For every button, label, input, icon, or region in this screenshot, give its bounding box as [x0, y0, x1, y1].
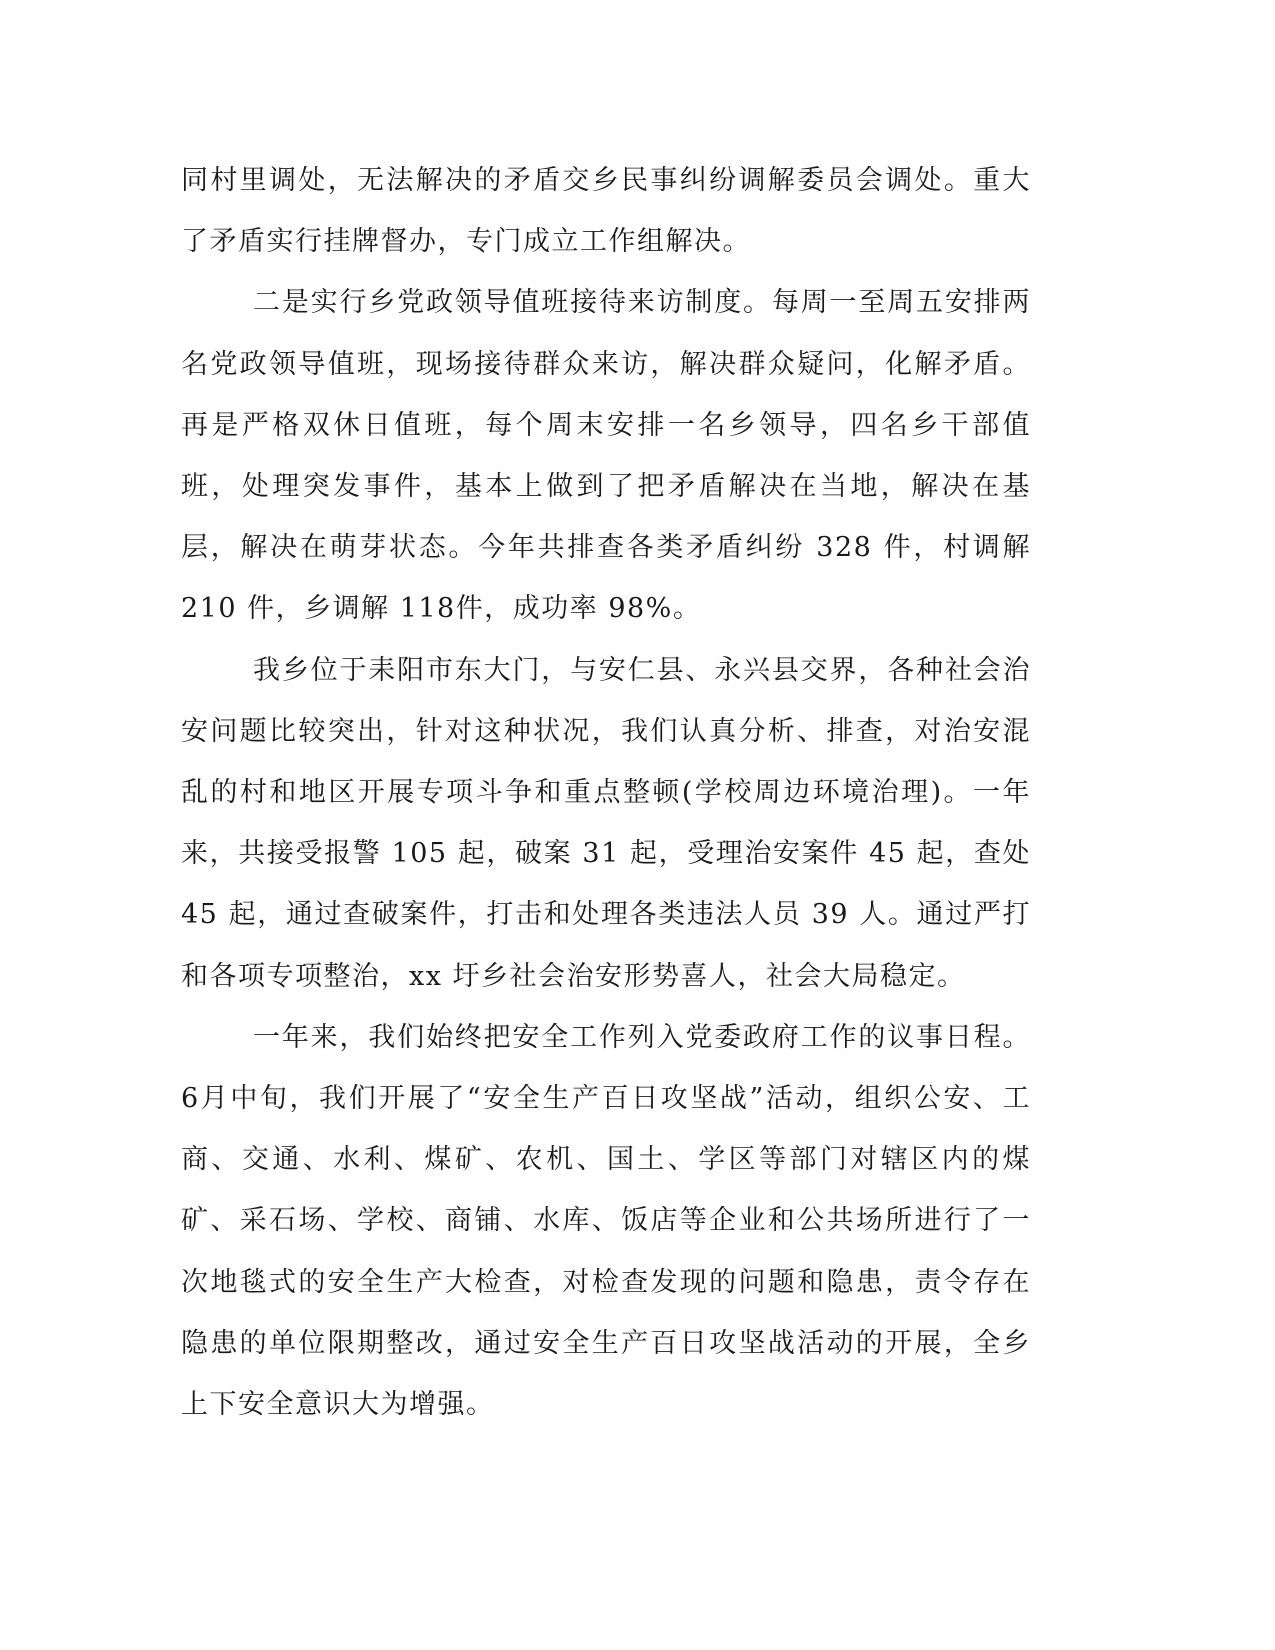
- paragraph-public-security: 我乡位于耒阳市东大门，与安仁县、永兴县交界，各种社会治安问题比较突出，针对这种状况，我们认真分析、排查，对治安混乱的村和地区开展专项斗争和重点整顿(学校周边环境治理)。一年来，共接受报警 105 起，破案 31 起，受理治安案件 45 起，查处 45 起，通过查破案件，打击和处理各类违法人员 39 人。通过严打和各项专项整治，xx 圩乡社会治安形势喜人，社会大局稳定。: [181, 654, 1031, 992]
- body-text: [181, 150, 1031, 1435]
- paragraph-safety-production: 一年来，我们始终把安全工作列入党委政府工作的议事日程。6月中旬，我们开展了“安全生产百日攻坚战”活动，组织公安、工商、交通、水利、煤矿、农机、国土、学区等部门对辖区内的煤矿、采石场、学校、商铺、水库、饭店等企业和公共场所进行了一次地毯式的安全生产大检查，对检查发现的问题和隐患，责令存在隐患的单位限期整改，通过安全生产百日攻坚战活动的开展，全乡上下安全意识大为增强。: [181, 1021, 1031, 1421]
- paragraph-leader-duty: 二是实行乡党政领导值班接待来访制度。每周一至周五安排两名党政领导值班，现场接待群众来访，解决群众疑问，化解矛盾。再是严格双休日值班，每个周末安排一名乡领导，四名乡干部值班，处理突发事件，基本上做到了把矛盾解决在当地，解决在基层，解决在萌芽状态。今年共排查各类矛盾纠纷 328 件，村调解 210 件，乡调解 118件，成功率 98%。: [181, 287, 1031, 625]
- paragraph-mediation-continued: 同村里调处，无法解决的矛盾交乡民事纠纷调解委员会调处。重大了矛盾实行挂牌督办，专门成立工作组解决。: [181, 165, 1031, 258]
